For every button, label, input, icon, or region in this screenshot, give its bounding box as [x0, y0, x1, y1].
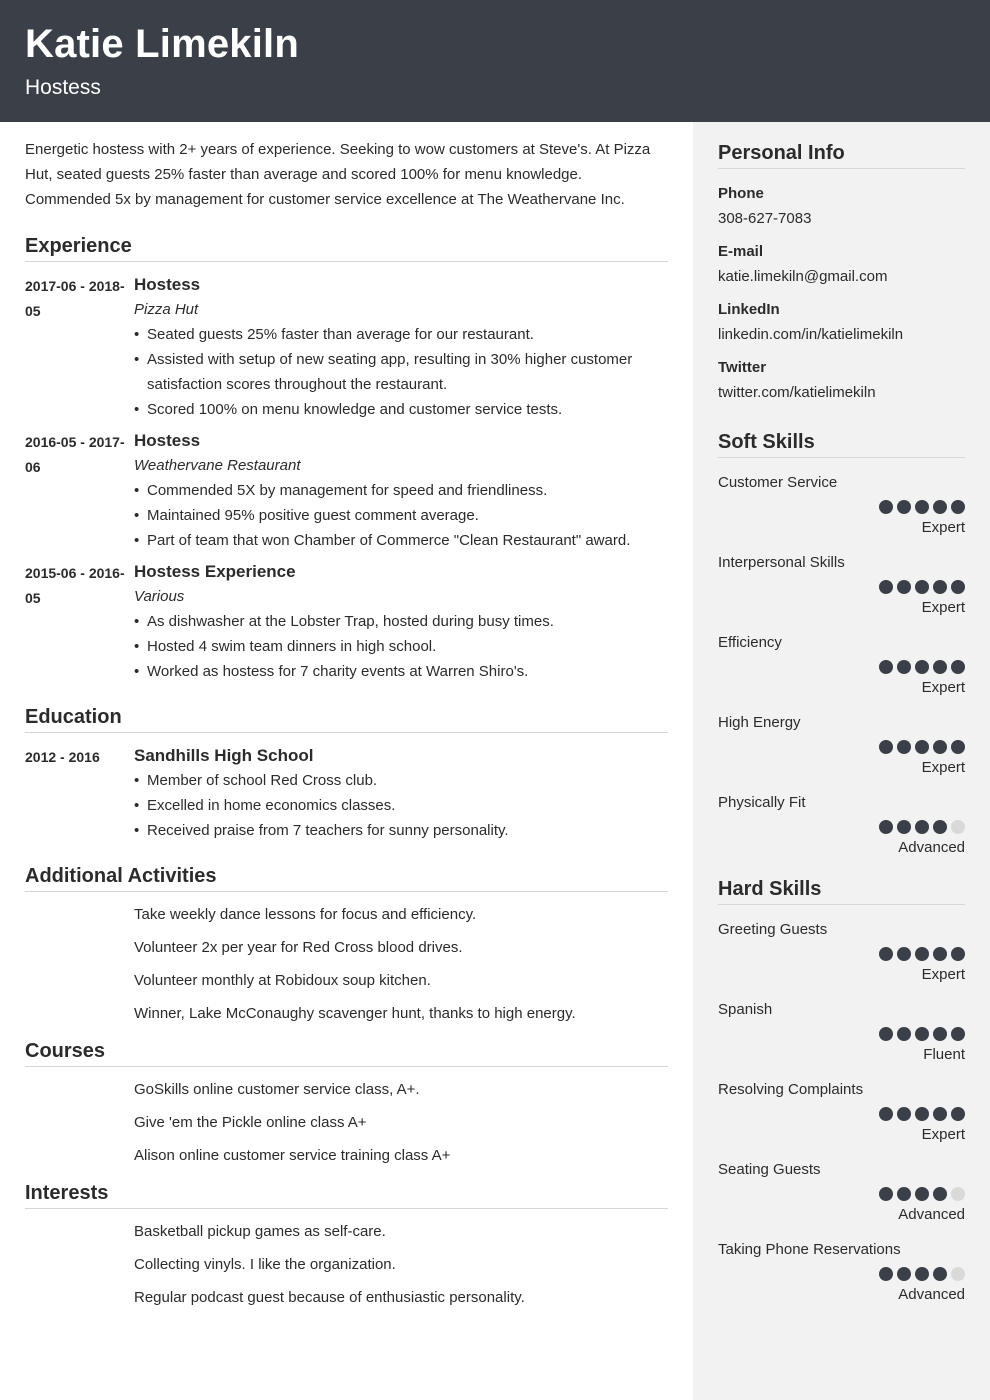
rating-dot-filled: [915, 500, 929, 514]
rating-dot-filled: [879, 500, 893, 514]
experience-role: Hostess: [134, 431, 201, 450]
rating-dot-filled: [915, 1107, 929, 1121]
rating-dot-filled: [897, 947, 911, 961]
skill-name: Customer Service: [718, 474, 838, 491]
rating-dot-filled: [915, 580, 929, 594]
experience-bullet: • Hosted 4 swim team dinners in high school.: [134, 634, 668, 659]
experience-role: Hostess: [134, 275, 201, 294]
linkedin-value[interactable]: linkedin.com/in/katielimekiln: [718, 326, 904, 343]
skill-name: Resolving Complaints: [718, 1081, 864, 1098]
skill-level: Fluent: [923, 1046, 965, 1063]
rating-dot-filled: [879, 740, 893, 754]
skill-level: Expert: [921, 966, 965, 983]
skill-rating: [718, 1266, 965, 1282]
rating-dot-filled: [915, 947, 929, 961]
skill-name: Physically Fit: [718, 794, 806, 811]
experience-bullet: • Assisted with setup of new seating app, resulting in 30% higher customer satisfaction scores throughout the restaurant.: [134, 347, 668, 397]
rating-dot-filled: [897, 580, 911, 594]
skill-level: Advanced: [898, 1286, 965, 1303]
rating-dot-filled: [933, 947, 947, 961]
skill-level: Expert: [921, 759, 965, 776]
skill-item: [718, 710, 965, 780]
rating-dot-filled: [879, 660, 893, 674]
rating-dot-filled: [933, 660, 947, 674]
skill-item: [718, 997, 965, 1067]
summary-text: Energetic hostess with 2+ years of experience. Seeking to wow customers at Steve's. At Pizza Hut, seated guests 25% faster than average and scored 100% for menu knowledge. Commended 5x by management for customer service excellence at The Weathervane Inc.: [25, 141, 651, 208]
skill-rating: [718, 739, 965, 755]
rating-dot-filled: [951, 1027, 965, 1041]
experience-entry: [25, 428, 668, 553]
experience-role: Hostess Experience: [134, 562, 296, 581]
skill-name: Interpersonal Skills: [718, 554, 845, 571]
experience-date: 2015-06 - 2016-05: [25, 565, 125, 606]
skill-item: [718, 1157, 965, 1227]
rating-dot-filled: [951, 947, 965, 961]
experience-bullet: • Part of team that won Chamber of Commerce "Clean Restaurant" award.: [134, 528, 668, 553]
main-column: [25, 137, 668, 1318]
skill-item: [718, 470, 965, 540]
rating-dot-filled: [897, 500, 911, 514]
experience-company: Various: [134, 588, 185, 605]
soft-skills-heading: Soft Skills: [718, 429, 965, 458]
resume-header: [0, 0, 990, 122]
rating-dot-filled: [879, 580, 893, 594]
activities-heading: Additional Activities: [25, 863, 668, 892]
course-item: Give 'em the Pickle online class A+: [134, 1114, 367, 1131]
hard-skills-heading: Hard Skills: [718, 876, 965, 905]
rating-dot-filled: [915, 740, 929, 754]
skill-rating: [718, 1026, 965, 1042]
course-item: Alison online customer service training class A+: [134, 1147, 451, 1164]
experience-bullets: [134, 322, 668, 422]
activities-list: [25, 902, 668, 1026]
rating-dot-filled: [897, 660, 911, 674]
experience-entry: [25, 559, 668, 684]
candidate-title: Hostess: [25, 76, 101, 99]
rating-dot-empty: [951, 1267, 965, 1281]
skill-rating: [718, 819, 965, 835]
linkedin-label: LinkedIn: [718, 301, 780, 318]
education-school: Sandhills High School: [134, 746, 314, 765]
skill-name: Taking Phone Reservations: [718, 1241, 901, 1258]
interest-item: Basketball pickup games as self-care.: [134, 1223, 386, 1240]
skill-rating: [718, 1106, 965, 1122]
skill-name: Efficiency: [718, 634, 782, 651]
skill-item: [718, 550, 965, 620]
rating-dot-filled: [951, 660, 965, 674]
experience-bullet: • Scored 100% on menu knowledge and customer service tests.: [134, 397, 668, 422]
skill-rating: [718, 499, 965, 515]
skill-level: Advanced: [898, 1206, 965, 1223]
rating-dot-filled: [897, 740, 911, 754]
interests-heading: Interests: [25, 1180, 668, 1209]
rating-dot-filled: [879, 1187, 893, 1201]
skill-item: [718, 1237, 965, 1307]
skill-name: High Energy: [718, 714, 801, 731]
rating-dot-filled: [915, 1267, 929, 1281]
activity-item: Volunteer monthly at Robidoux soup kitchen.: [134, 972, 431, 989]
candidate-name: Katie Limekiln: [25, 22, 299, 66]
experience-bullets: [134, 609, 668, 684]
rating-dot-filled: [951, 500, 965, 514]
rating-dot-empty: [951, 1187, 965, 1201]
experience-bullet: • Maintained 95% positive guest comment average.: [134, 503, 668, 528]
rating-dot-filled: [933, 820, 947, 834]
rating-dot-filled: [951, 740, 965, 754]
education-bullet: • Excelled in home economics classes.: [134, 793, 668, 818]
twitter-label: Twitter: [718, 359, 767, 376]
rating-dot-filled: [915, 660, 929, 674]
skill-name: Spanish: [718, 1001, 773, 1018]
rating-dot-filled: [915, 820, 929, 834]
rating-dot-filled: [915, 1027, 929, 1041]
experience-bullet: • Seated guests 25% faster than average for our restaurant.: [134, 322, 668, 347]
email-label: E-mail: [718, 243, 764, 260]
activity-item: Volunteer 2x per year for Red Cross blood drives.: [134, 939, 463, 956]
rating-dot-filled: [933, 1107, 947, 1121]
phone-value[interactable]: 308-627-7083: [718, 210, 812, 227]
interest-item: Regular podcast guest because of enthusiastic personality.: [134, 1289, 525, 1306]
rating-dot-filled: [933, 1027, 947, 1041]
rating-dot-filled: [951, 580, 965, 594]
experience-entry: [25, 272, 668, 422]
activity-item: Winner, Lake McConaughy scavenger hunt, thanks to high energy.: [134, 1005, 576, 1022]
skill-name: Greeting Guests: [718, 921, 828, 938]
skill-item: [718, 790, 965, 860]
skill-level: Expert: [921, 519, 965, 536]
experience-company: Weathervane Restaurant: [134, 457, 301, 474]
interests-list: [25, 1219, 668, 1310]
rating-dot-filled: [897, 1187, 911, 1201]
skill-rating: [718, 579, 965, 595]
skill-rating: [718, 1186, 965, 1202]
education-bullets: [134, 768, 668, 843]
skill-level: Expert: [921, 1126, 965, 1143]
rating-dot-filled: [933, 1267, 947, 1281]
skill-level: Expert: [921, 679, 965, 696]
rating-dot-filled: [951, 1107, 965, 1121]
experience-date: 2017-06 - 2018-05: [25, 278, 125, 319]
course-item: GoSkills online customer service class, A+.: [134, 1081, 420, 1098]
rating-dot-filled: [915, 1187, 929, 1201]
education-bullet: • Received praise from 7 teachers for sunny personality.: [134, 818, 668, 843]
rating-dot-empty: [951, 820, 965, 834]
rating-dot-filled: [897, 1027, 911, 1041]
personal-info-heading: Personal Info: [718, 140, 965, 169]
experience-heading: Experience: [25, 233, 668, 262]
interest-item: Collecting vinyls. I like the organization.: [134, 1256, 396, 1273]
email-value[interactable]: katie.limekiln@gmail.com: [718, 268, 888, 285]
soft-skills-list: [718, 470, 965, 860]
sidebar-column: [718, 140, 965, 1317]
skill-item: [718, 917, 965, 987]
experience-bullet: • Worked as hostess for 7 charity events at Warren Shiro's.: [134, 659, 668, 684]
skill-item: [718, 630, 965, 700]
rating-dot-filled: [933, 740, 947, 754]
education-entry: [25, 743, 668, 843]
skill-rating: [718, 659, 965, 675]
twitter-value[interactable]: twitter.com/katielimekiln: [718, 384, 876, 401]
education-bullet: • Member of school Red Cross club.: [134, 768, 668, 793]
rating-dot-filled: [897, 820, 911, 834]
hard-skills-list: [718, 917, 965, 1307]
rating-dot-filled: [897, 1267, 911, 1281]
skill-name: Seating Guests: [718, 1161, 821, 1178]
experience-bullet: • As dishwasher at the Lobster Trap, hosted during busy times.: [134, 609, 668, 634]
courses-heading: Courses: [25, 1038, 668, 1067]
rating-dot-filled: [897, 1107, 911, 1121]
experience-list: [25, 272, 668, 684]
education-date: 2012 - 2016: [25, 749, 100, 765]
courses-list: [25, 1077, 668, 1168]
phone-label: Phone: [718, 185, 764, 202]
rating-dot-filled: [879, 1267, 893, 1281]
rating-dot-filled: [933, 580, 947, 594]
education-heading: Education: [25, 704, 668, 733]
experience-bullet: • Commended 5X by management for speed and friendliness.: [134, 478, 668, 503]
skill-item: [718, 1077, 965, 1147]
rating-dot-filled: [879, 1027, 893, 1041]
experience-bullets: [134, 478, 668, 553]
rating-dot-filled: [933, 1187, 947, 1201]
rating-dot-filled: [879, 1107, 893, 1121]
skill-level: Advanced: [898, 839, 965, 856]
rating-dot-filled: [879, 820, 893, 834]
skill-level: Expert: [921, 599, 965, 616]
rating-dot-filled: [933, 500, 947, 514]
experience-company: Pizza Hut: [134, 301, 199, 318]
activity-item: Take weekly dance lessons for focus and efficiency.: [134, 906, 477, 923]
skill-rating: [718, 946, 965, 962]
experience-date: 2016-05 - 2017-06: [25, 434, 125, 475]
rating-dot-filled: [879, 947, 893, 961]
